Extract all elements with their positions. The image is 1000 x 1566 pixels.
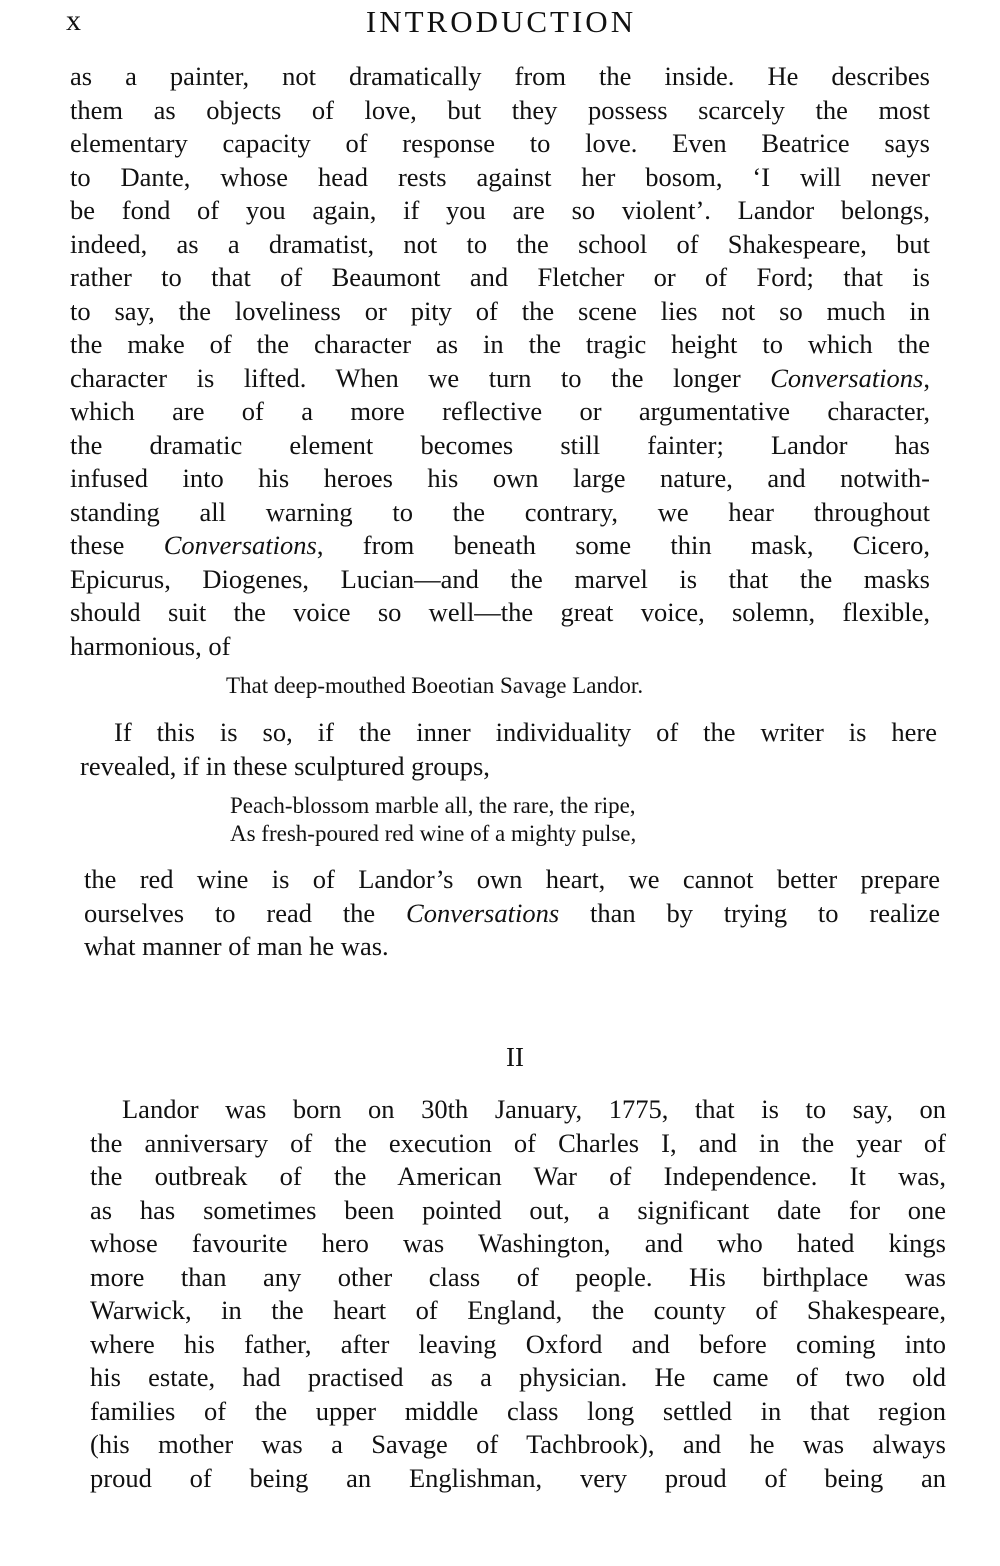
title-italic: Conversations (163, 530, 317, 560)
title-italic: Conversations (770, 362, 924, 393)
text-line: the outbreak of the American War of Independence. It was, (90, 1161, 946, 1191)
text-line: to say, the loveliness or pity of the scene lies not so much in (70, 295, 930, 326)
text-line: the red wine is of Landor’s own heart, we cannot better prepare (84, 864, 940, 894)
text-line: more than any other class of people. His birthplace was (90, 1261, 946, 1292)
text-line: standing all warning to the contrary, we hear throughout (70, 496, 930, 527)
text-line: should suit the voice so well—the great voice, solemn, flexible, (70, 597, 930, 627)
text-line: these Conversations, from beneath some thin mask, Cicero, (70, 530, 931, 560)
paragraph-4 (90, 1093, 946, 1495)
text-line: his estate, had practised as a physician. He came of two old (90, 1362, 946, 1392)
text-line: where his father, after leaving Oxford and before coming into (90, 1328, 946, 1359)
text-line: If this is so, if the inner individuality of the writer is here (114, 717, 937, 747)
text-line: rather to that of Beaumont and Fletcher or of Ford; that is (70, 262, 930, 292)
text-line: (his mother was a Savage of Tachbrook), and he was always (90, 1429, 946, 1459)
title-italic: Conversations (406, 897, 560, 928)
text-line: what manner of man he was. (84, 931, 389, 961)
text-line: them as objects of love, but they possess scarcely the most (70, 94, 930, 125)
paragraph-3 (84, 863, 940, 964)
text-line: Epicurus, Diogenes, Lucian—and the marvel is that the masks (70, 563, 930, 594)
text-line: the anniversary of the execution of Charles I, and in the year of (90, 1127, 946, 1158)
verse-quote-2 (230, 792, 636, 848)
paragraph-1 (70, 60, 930, 663)
text-line: revealed, if in these sculptured groups, (80, 750, 490, 781)
section-number: II (506, 1042, 524, 1072)
text-line: as has sometimes been pointed out, a significant date for one (90, 1194, 946, 1225)
text-line: proud of being an Englishman, very proud of being an (90, 1462, 946, 1493)
text-line: which are of a more reflective or argumentative character, (70, 396, 930, 426)
text-line: Warwick, in the heart of England, the county of Shakespeare, (90, 1295, 946, 1325)
text-line: the make of the character as in the tragic height to which the (70, 329, 930, 359)
text-line: ourselves to read the Conversations than by trying to realize (84, 897, 940, 928)
text-line: to Dante, whose head rests against her bosom, ‘I will never (70, 161, 930, 192)
text-line: elementary capacity of response to love. Even Beatrice says (70, 128, 930, 158)
text-line: families of the upper middle class long settled in that region (90, 1395, 946, 1426)
text-line: be fond of you again, if you are so violent’. Landor belongs, (70, 195, 930, 225)
paragraph-2 (80, 716, 937, 783)
running-title: INTRODUCTION (365, 4, 637, 39)
text-line: Landor was born on 30th January, 1775, that is to say, on (122, 1094, 946, 1124)
verse-line: That deep-mouthed Boeotian Savage Landor. (226, 673, 644, 698)
text-line: as a painter, not dramatically from the inside. He describes (70, 61, 930, 91)
text-line: harmonious, of (70, 630, 231, 661)
verse-quote-1 (226, 672, 643, 700)
page-number: x (66, 4, 82, 37)
text-line: character is lifted. When we turn to the longer Conversations, (70, 362, 930, 393)
running-header (66, 4, 936, 44)
verse-line: As fresh-poured red wine of a mighty pulse, (230, 821, 637, 846)
text-line: infused into his heroes his own large nature, and notwith- (70, 463, 930, 493)
text-line: whose favourite hero was Washington, and who hated kings (90, 1228, 946, 1258)
text-line: the dramatic element becomes still fainter; Landor has (70, 429, 930, 460)
text-line: indeed, as a dramatist, not to the school of Shakespeare, but (70, 228, 930, 259)
verse-line: Peach-blossom marble all, the rare, the ripe, (230, 793, 636, 818)
